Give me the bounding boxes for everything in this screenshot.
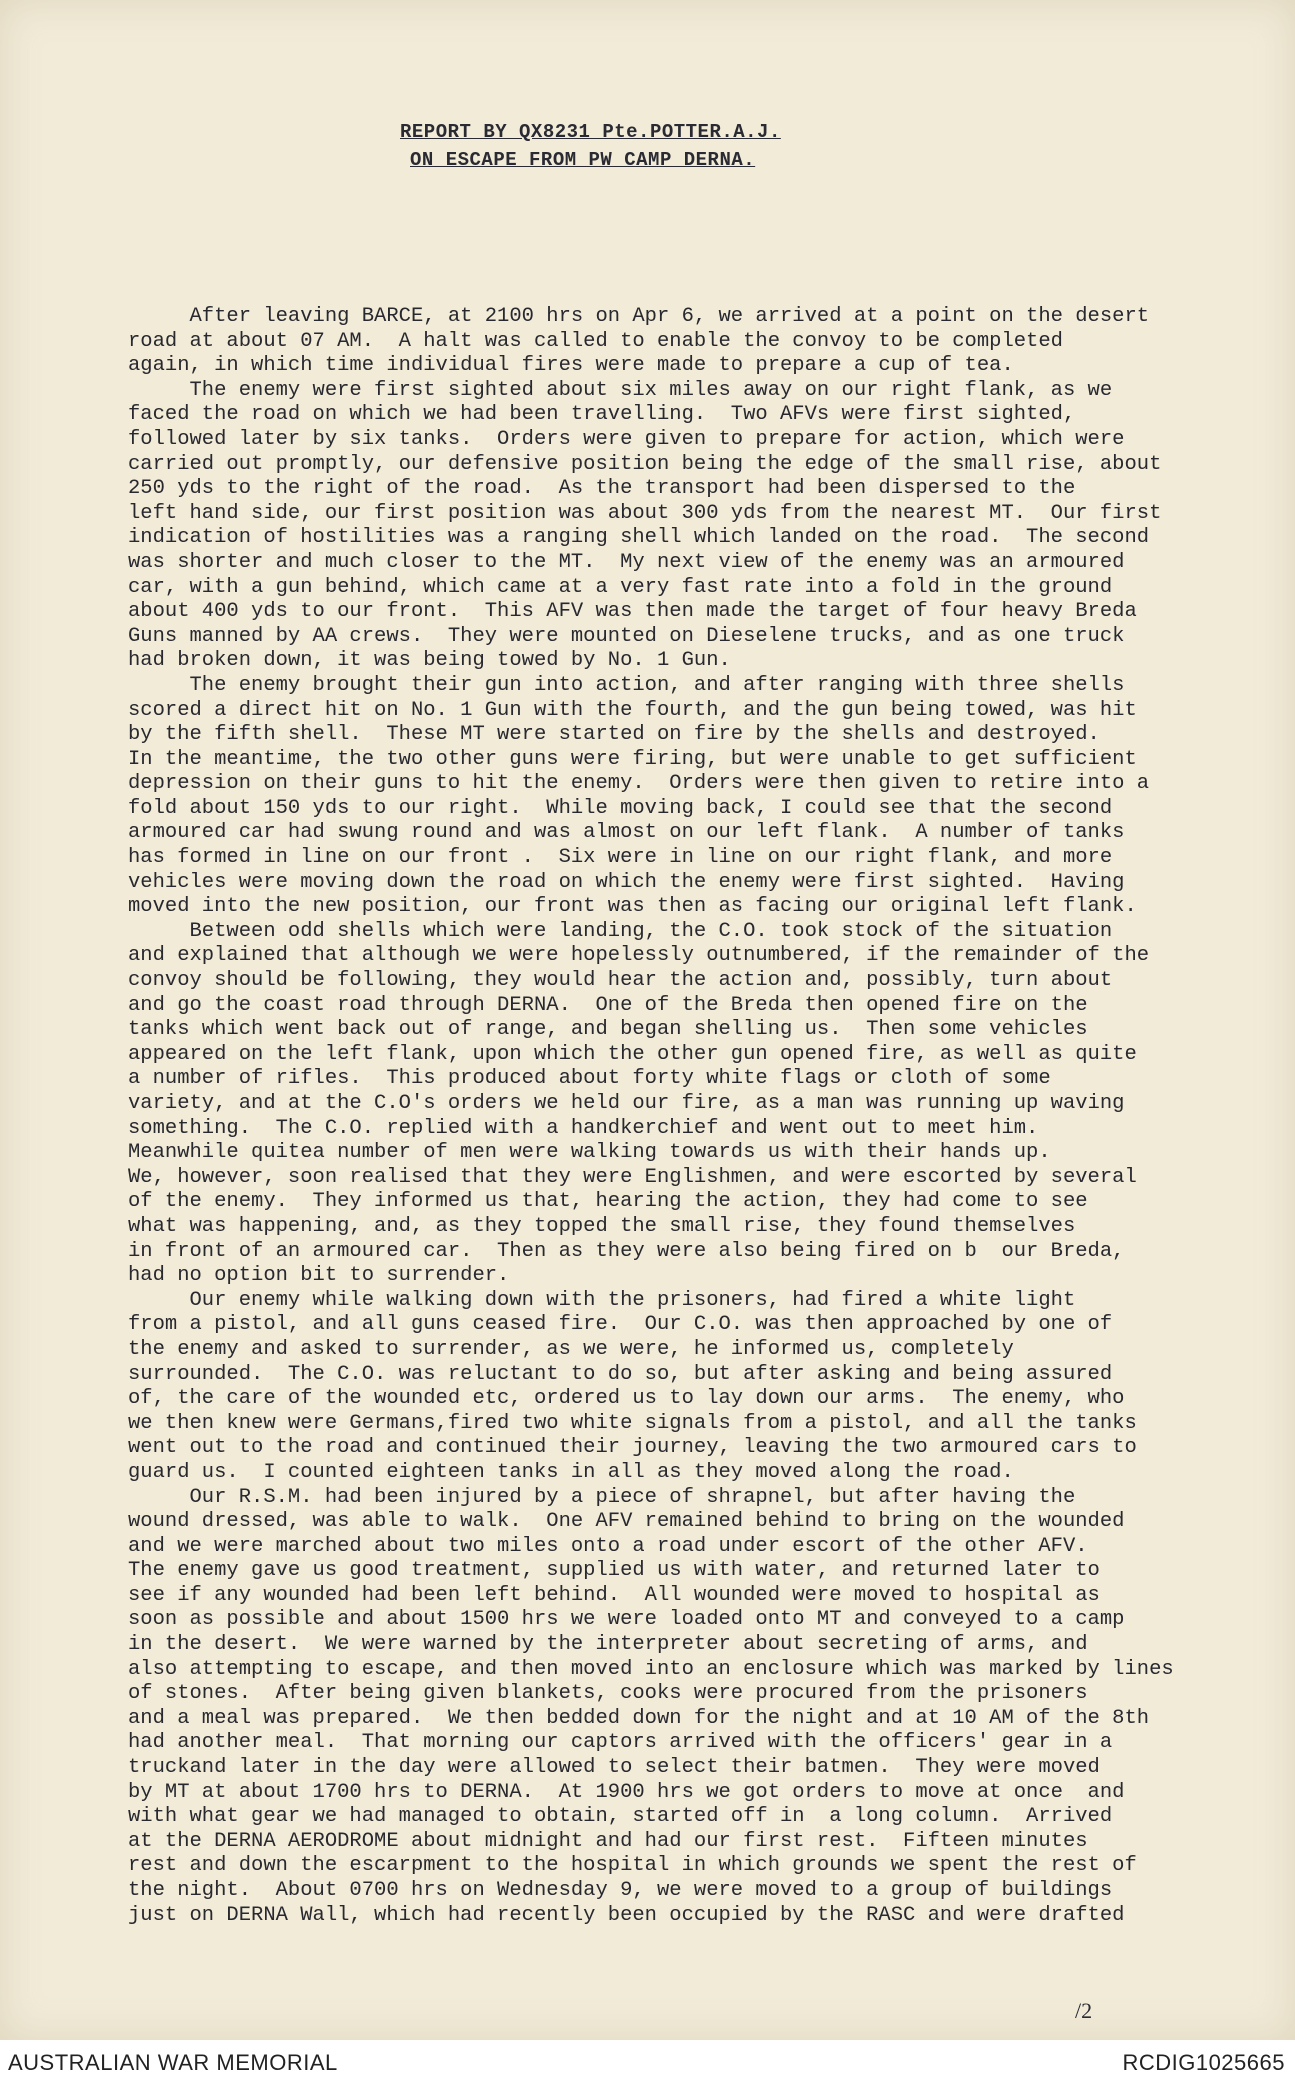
body-line: guard us. I counted eighteen tanks in all as they moved along the road. — [128, 1460, 1014, 1484]
body-line: surrounded. The C.O. was reluctant to do so, but after asking and being assured — [128, 1362, 1113, 1386]
body-line: went out to the road and continued their journey, leaving the two armoured cars to — [128, 1436, 1137, 1460]
title-line-1: REPORT BY QX8231 Pte.POTTER.A.J. — [400, 121, 781, 143]
body-line: of, the care of the wounded etc, ordered us to lay down our arms. The enemy, who — [128, 1387, 1125, 1411]
body-line: in the desert. We were warned by the interpreter about secreting of arms, and — [128, 1633, 1088, 1657]
body-line: from a pistol, and all guns ceased fire. Our C.O. was then approached by one of — [128, 1313, 1113, 1337]
body-line: road at about 07 AM. A halt was called to enable the convoy to be completed — [128, 329, 1063, 353]
body-line: Guns manned by AA crews. They were mounted on Dieselene trucks, and as one truck — [128, 624, 1125, 648]
body-line: and a meal was prepared. We then bedded down for the night and at 10 AM of the 8th — [128, 1706, 1150, 1730]
body-line: rest and down the escarpment to the hospital in which grounds we spent the rest of — [128, 1854, 1137, 1878]
body-line: carried out promptly, our defensive position being the edge of the small rise, about — [128, 452, 1162, 476]
footer-record-id: RCDIG1025665 — [1122, 2050, 1285, 2075]
body-line: at the DERNA AERODROME about midnight and had our first rest. Fifteen minutes — [128, 1829, 1088, 1853]
body-line: had another meal. That morning our captors arrived with the officers' gear in a — [128, 1731, 1113, 1755]
body-line: just on DERNA Wall, which had recently been occupied by the RASC and were drafted — [128, 1903, 1125, 1927]
body-line: see if any wounded had been left behind. All wounded were moved to hospital as — [128, 1583, 1100, 1607]
body-line: and we were marched about two miles onto a road under escort of the other AFV. — [128, 1534, 1088, 1558]
title-line-2: ON ESCAPE FROM PW CAMP DERNA. — [410, 149, 756, 171]
body-line: left hand side, our first position was about 300 yds from the nearest MT. Our first — [128, 501, 1162, 525]
body-line: In the meantime, the two other guns were firing, but were unable to get sufficient — [128, 747, 1137, 771]
body-line: the night. About 0700 hrs on Wednesday 9, we were moved to a group of buildings — [128, 1879, 1113, 1902]
body-line: Meanwhile quitea number of men were walking towards us with their hands up. — [128, 1141, 1051, 1165]
body-line: The enemy brought their gun into action, and after ranging with three shells — [128, 673, 1125, 697]
body-line: tanks which went back out of range, and began shelling us. Then some vehicles — [128, 1018, 1088, 1042]
body-line: variety, and at the C.O's orders we held our fire, as a man was running up waving — [128, 1092, 1125, 1115]
body-line: and explained that although we were hopelessly outnumbered, if the remainder of the — [128, 944, 1150, 968]
report-title — [400, 118, 860, 174]
body-line: with what gear we had managed to obtain, started off in a long column. Arrived — [128, 1805, 1113, 1829]
body-line: vehicles were moving down the road on which the enemy were first sighted. Having — [128, 870, 1125, 894]
body-line: faced the road on which we had been travelling. Two AFVs were first sighted, — [128, 403, 1076, 427]
report-body — [128, 305, 1208, 1928]
body-line: the enemy and asked to surrender, as we were, he informed us, completely — [128, 1337, 1014, 1361]
body-line: we then knew were Germans,fired two white signals from a pistol, and all the tanks — [128, 1411, 1137, 1435]
body-line: fold about 150 yds to our right. While moving back, I could see that the second — [128, 796, 1113, 820]
body-line: 250 yds to the right of the road. As the transport had been dispersed to the — [128, 477, 1076, 501]
body-line: convoy should be following, they would hear the action and, possibly, turn about — [128, 969, 1113, 993]
body-line: The enemy gave us good treatment, supplied us with water, and returned later to — [128, 1559, 1100, 1583]
body-line: in front of an armoured car. Then as they were also being fired on b our Breda, — [128, 1239, 1125, 1263]
body-line: soon as possible and about 1500 hrs we were loaded onto MT and conveyed to a camp — [128, 1608, 1125, 1632]
page-number: /2 — [1075, 1998, 1093, 2023]
body-line: armoured car had swung round and was almost on our left flank. A number of tanks — [128, 821, 1125, 845]
body-line: was shorter and much closer to the MT. My next view of the enemy was an armoured — [128, 550, 1125, 574]
body-line: what was happening, and, as they topped the small rise, they found themselves — [128, 1214, 1076, 1238]
body-line: had no option bit to surrender. — [128, 1264, 510, 1288]
body-line: has formed in line on our front . Six were in line on our right flank, and more — [128, 846, 1113, 870]
body-line: by the fifth shell. These MT were started on fire by the shells and destroyed. — [128, 723, 1100, 747]
body-line: and go the coast road through DERNA. One of the Breda then opened fire on the — [128, 993, 1088, 1017]
body-line: wound dressed, was able to walk. One AFV remained behind to bring on the wounded — [128, 1510, 1125, 1534]
footer-institution: AUSTRALIAN WAR MEMORIAL — [8, 2050, 338, 2075]
body-line: of stones. After being given blankets, cooks were procured from the prisoners — [128, 1682, 1088, 1706]
body-line: The enemy were first sighted about six miles away on our right flank, as we — [128, 378, 1113, 402]
body-line: Our R.S.M. had been injured by a piece of shrapnel, but after having the — [128, 1485, 1076, 1509]
body-line: by MT at about 1700 hrs to DERNA. At 1900 hrs we got orders to move at once and — [128, 1780, 1125, 1804]
body-line: We, however, soon realised that they were Englishmen, and were escorted by several — [128, 1165, 1137, 1189]
body-line: car, with a gun behind, which came at a very fast rate into a fold in the ground — [128, 575, 1113, 599]
archive-footer — [0, 2040, 1295, 2082]
body-line: had broken down, it was being towed by No. 1 Gun. — [128, 649, 731, 673]
body-line: truckand later in the day were allowed to select their batmen. They were moved — [128, 1756, 1100, 1780]
body-line: something. The C.O. replied with a handkerchief and went out to meet him. — [128, 1116, 1039, 1140]
body-line: Between odd shells which were landing, the C.O. took stock of the situation — [128, 919, 1113, 943]
body-line: a number of rifles. This produced about forty white flags or cloth of some — [128, 1067, 1051, 1091]
body-line: also attempting to escape, and then moved into an enclosure which was marked by lines — [128, 1657, 1174, 1681]
body-line: scored a direct hit on No. 1 Gun with the fourth, and the gun being towed, was hit — [128, 698, 1137, 722]
body-line: again, in which time individual fires were made to prepare a cup of tea. — [128, 354, 1014, 378]
body-line: depression on their guns to hit the enemy. Orders were then given to retire into a — [128, 772, 1150, 796]
body-line: Our enemy while walking down with the prisoners, had fired a white light — [128, 1288, 1076, 1312]
body-line: of the enemy. They informed us that, hearing the action, they had come to see — [128, 1190, 1088, 1214]
body-line: appeared on the left flank, upon which the other gun opened fire, as well as quite — [128, 1042, 1137, 1066]
body-line: indication of hostilities was a ranging shell which landed on the road. The second — [128, 526, 1150, 550]
body-line: moved into the new position, our front was then as facing our original left flank. — [128, 895, 1137, 919]
body-line: After leaving BARCE, at 2100 hrs on Apr 6, we arrived at a point on the desert — [128, 305, 1150, 328]
body-line: about 400 yds to our front. This AFV was then made the target of four heavy Breda — [128, 600, 1137, 624]
body-line: followed later by six tanks. Orders were given to prepare for action, which were — [128, 427, 1125, 451]
